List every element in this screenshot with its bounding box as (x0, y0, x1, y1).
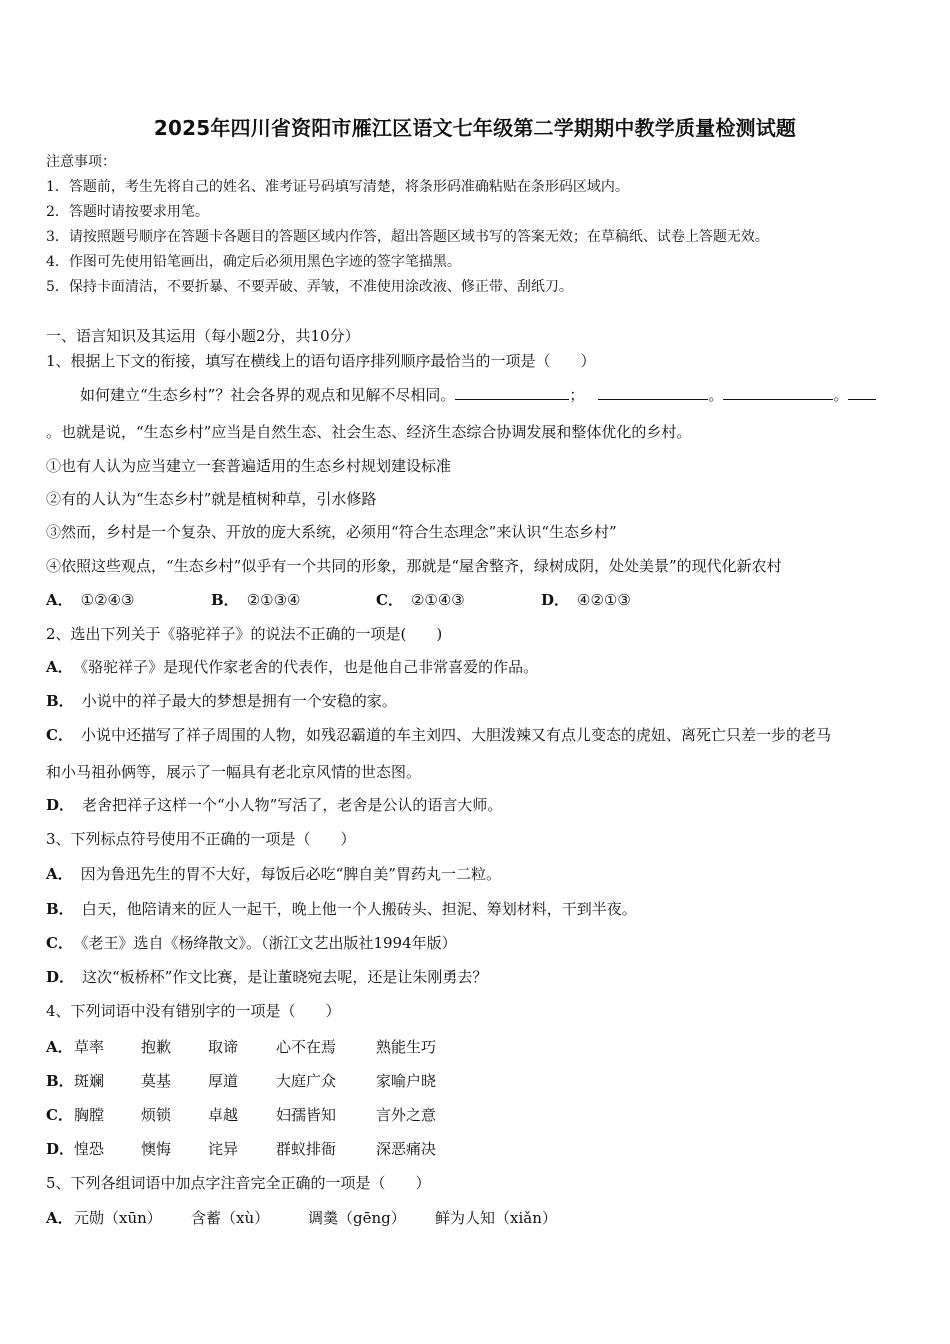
notice-item: 5．保持卡面清洁，不要折暴、不要弄破、弄皱，不准使用涂改液、修正带、刮纸刀。 (46, 279, 573, 295)
option-a[interactable]: A． ①②④③ (46, 591, 135, 609)
page-title: 2025年四川省资阳市雁江区语文七年级第二学期期中教学质量检测试题 (153, 116, 797, 140)
notice-item: 1．答题前，考生先将自己的姓名、准考证号码填写清楚，将条形码准确粘贴在条形码区域内。 (46, 179, 629, 195)
q1-sentence: ②有的人认为“生态乡村”就是植树种草，引水修路 (46, 490, 377, 508)
question-stem: 1、根据上下文的衔接，填写在横线上的语句语序排列顺序最恰当的一项是（ ） (46, 352, 596, 370)
section-heading: 一、语言知识及其运用（每小题2分，共10分） (46, 327, 360, 345)
option-d[interactable]: D． 老舍把祥子这样一个“小人物”写活了，老舍是公认的语言大师。 (46, 796, 503, 814)
question-stem: 4、下列词语中没有错别字的一项是（ ） (46, 1002, 341, 1020)
separator: ； (569, 386, 585, 404)
notice-heading: 注意事项： (46, 154, 116, 170)
q1-sentence: ③然而，乡村是一个复杂、开放的庞大系统，必须用“符合生态理念”来认识“生态乡村” (46, 523, 617, 541)
option-d[interactable]: D． 惶恐 懊悔 诧异 群蚁排衙 深恶痛决 (46, 1140, 437, 1158)
fill-blank[interactable] (455, 385, 569, 400)
notice-item: 3．请按照题号顺序在答题卡各题目的答题区域内作答，超出答题区域书写的答案无效；在草稿纸、试卷上答题无效。 (46, 229, 769, 245)
q1-options (46, 590, 906, 610)
q1-sentence: ①也有人认为应当建立一套普遍适用的生态乡村规划建设标准 (46, 457, 452, 475)
notice-item: 2．答题时请按要求用笔。 (46, 204, 209, 220)
option-a[interactable]: A． 元勋（xūn） 含蓄（xù） 调羹（gēng） 鲜为人知（xiǎn） (46, 1209, 557, 1227)
q1-passage-end: 。也就是说，“生态乡村”应当是自然生态、社会生态、经济生态综合协调发展和整体优化的乡村。 (46, 423, 692, 441)
separator: 。 (708, 386, 724, 404)
question-stem: 5、下列各组词语中加点字注音完全正确的一项是（ ） (46, 1174, 431, 1192)
q1-sentence: ④依照这些观点，“生态乡村”似乎有一个共同的形象，那就是“屋舍整齐，绿树成阴，处处美景”的现代化新农村 (46, 557, 782, 575)
fill-blank[interactable] (598, 385, 708, 400)
option-b[interactable]: B． ②①③④ (211, 591, 301, 609)
option-c[interactable]: C． ②①④③ (376, 591, 465, 609)
q1-passage-start: 如何建立“生态乡村”？社会各界的观点和见解不尽相同。 (80, 386, 456, 404)
option-d[interactable]: D． ④②①③ (541, 591, 631, 609)
option-b[interactable]: B． 斑斓 莫基 厚道 大庭广众 家喻户晓 (46, 1072, 437, 1090)
option-b[interactable]: B． 白天，他陪请来的匠人一起干，晚上他一个人搬砖头、担泥、筹划材料，干到半夜。 (46, 900, 637, 918)
q1-passage-line (80, 385, 876, 405)
option-b[interactable]: B． 小说中的祥子最大的梦想是拥有一个安稳的家。 (46, 692, 397, 710)
fill-blank[interactable] (848, 385, 876, 400)
option-c[interactable]: C． 小说中还描写了祥子周围的人物，如残忍霸道的车主刘四、大胆泼辣又有点儿变态的虎妞、离死亡只差一步的老马 (46, 726, 831, 744)
option-d[interactable]: D． 这次“板桥杯”作文比赛，是让董晓宛去呢，还是让朱刚勇去？ (46, 968, 488, 986)
option-c-continued: 和小马祖孙俩等，展示了一幅具有老北京风情的世态图。 (46, 763, 422, 781)
option-c[interactable]: C． 胸膛 烦锁 卓越 妇孺皆知 言外之意 (46, 1106, 437, 1124)
separator: 。 (833, 386, 849, 404)
option-a[interactable]: A． 因为鲁迅先生的胃不大好，每饭后必吃“脾自美”胃药丸一二粒。 (46, 865, 501, 883)
question-stem: 3、下列标点符号使用不正确的一项是（ ） (46, 830, 356, 848)
option-c[interactable]: C． 《老王》选自《杨绛散文》。（浙江文艺出版社1994年版） (46, 934, 457, 952)
fill-blank[interactable] (723, 385, 833, 400)
question-stem: 2、选出下列关于《骆驼祥子》的说法不正确的一项是( ) (46, 625, 443, 643)
notice-item: 4．作图可先使用铅笔画出，确定后必须用黑色字迹的签字笔描黑。 (46, 254, 461, 270)
option-a[interactable]: A． 草率 抱歉 取谛 心不在焉 熟能生巧 (46, 1038, 437, 1056)
option-a[interactable]: A． 《骆驼祥子》是现代作家老舍的代表作，也是他自己非常喜爱的作品。 (46, 658, 539, 676)
